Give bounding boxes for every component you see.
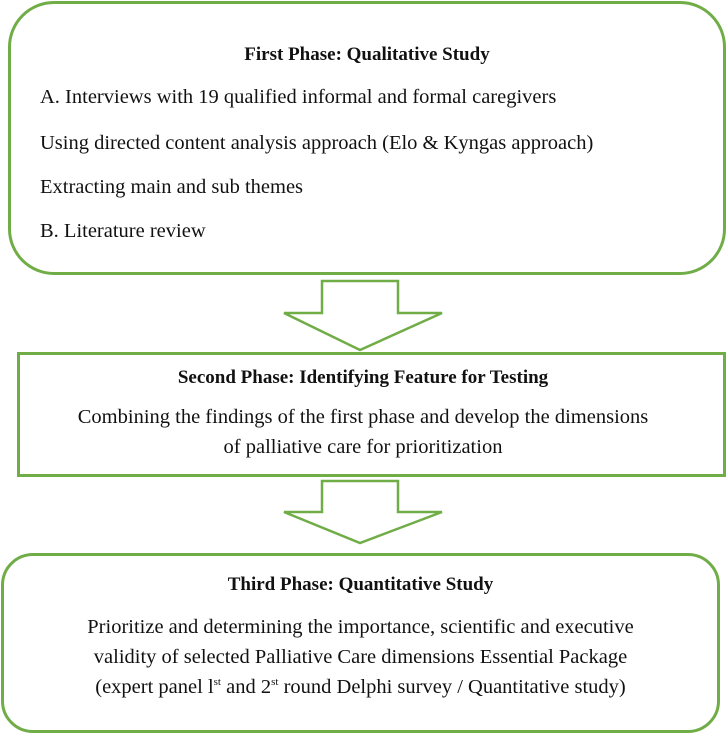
arrow-2-shape [284,481,442,543]
superscript-st: st [213,676,221,688]
phase2-text-line1: Combining the findings of the first phase and develop the dimensions [77,406,649,428]
phase1-item: A. Interviews with 19 qualified informal and formal caregivers [40,86,557,108]
phase3-text-line3-part1: (expert panel l [95,676,214,698]
phase3-text-line3 [4,673,717,702]
phase1-title: First Phase: Qualitative Study [244,44,490,65]
superscript-st: st [271,676,279,688]
phase3-text-line3-part2: and 2 [220,676,272,698]
phase3-text-line3-part3: round Delphi survey / Quantitative study) [278,676,626,698]
phase1-item: Extracting main and sub themes [40,176,304,198]
phase2-title: Second Phase: Identifying Feature for Testing [177,367,549,388]
arrow-1-shape [284,281,442,350]
phase1-item: Using directed content analysis approach (Elo & Kyngas approach) [40,132,594,154]
phase2-box [17,352,726,477]
phase3-text-line1: Prioritize and determining the importance, scientific and executive [87,616,634,638]
phase3-box [1,553,720,733]
phase1-item: B. Literature review [40,220,206,242]
phase3-text-line2: validity of selected Palliative Care dimensions Essential Package [93,646,628,668]
phase2-text-line2: of palliative care for prioritization [223,436,503,458]
phase3-title: Third Phase: Quantitative Study [227,574,494,595]
